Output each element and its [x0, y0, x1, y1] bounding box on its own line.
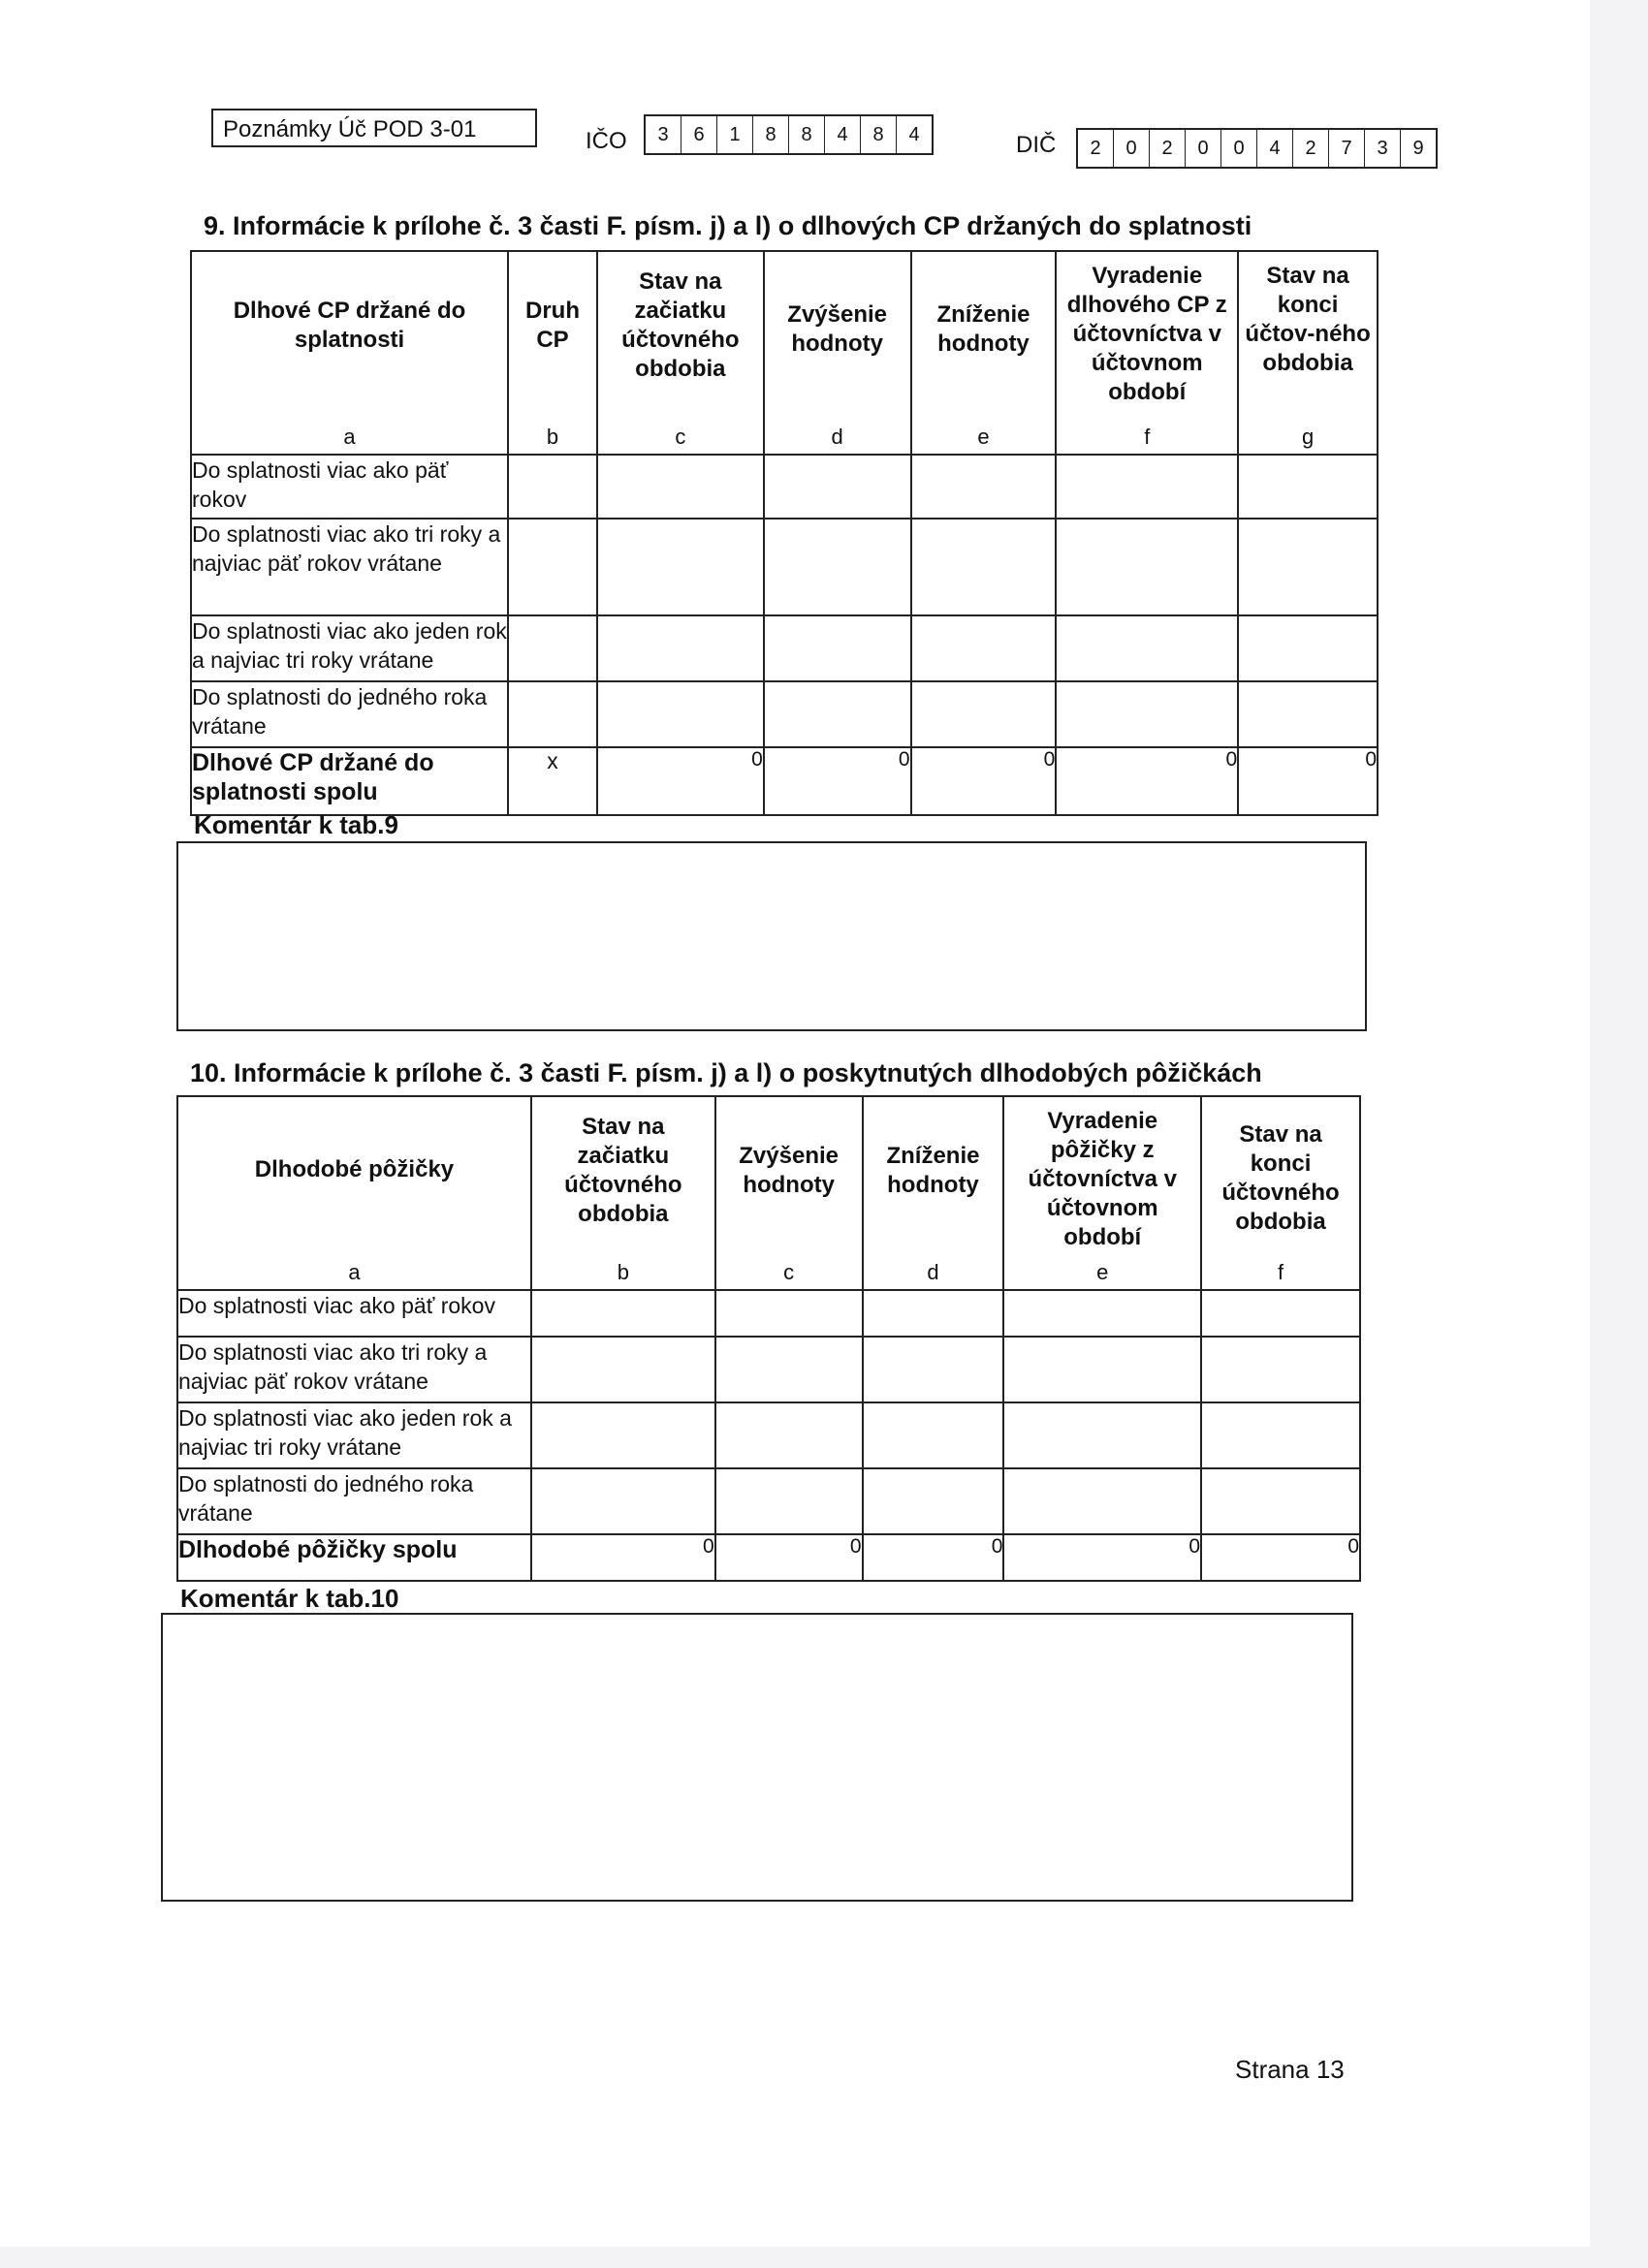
t9-row-label: Do splatnosti viac ako jeden rok a najviac tri roky vrátane — [191, 615, 508, 681]
dic-digit: 2 — [1150, 130, 1186, 167]
t10-cell[interactable] — [1003, 1290, 1201, 1337]
t9-cell[interactable] — [597, 455, 764, 519]
t10-total-value: 0 — [1003, 1534, 1201, 1581]
dic-digit: 4 — [1257, 130, 1293, 167]
t9-cell[interactable] — [508, 455, 597, 519]
t9-cell[interactable] — [1056, 455, 1238, 519]
t9-total-value: 0 — [911, 747, 1057, 815]
section-10-title: 10. Informácie k prílohe č. 3 časti F. písm. j) a l) o poskytnutých dlhodobých pôžičkách — [190, 1058, 1262, 1087]
t10-cell[interactable] — [531, 1468, 715, 1534]
comment-10-box[interactable] — [161, 1613, 1353, 1902]
t10-total-value: 0 — [1201, 1534, 1360, 1581]
t10-col-c: Zvýšenie hodnoty c — [715, 1096, 863, 1290]
t9-col-b: Druh CP b — [508, 251, 597, 455]
table-row — [191, 681, 1378, 747]
t9-cell[interactable] — [911, 681, 1057, 747]
dic-digit: 2 — [1293, 130, 1329, 167]
t10-cell[interactable] — [863, 1468, 1004, 1534]
ico-digit: 8 — [789, 116, 825, 153]
table-row — [177, 1337, 1360, 1402]
t9-cell[interactable] — [508, 615, 597, 681]
t10-cell[interactable] — [531, 1402, 715, 1468]
ico-digit: 4 — [908, 124, 920, 145]
t9-cell[interactable] — [1238, 455, 1378, 519]
table-total-row — [191, 747, 1378, 815]
t10-cell[interactable] — [1003, 1402, 1201, 1468]
comment-9-box[interactable] — [176, 841, 1367, 1031]
dic-digit: 0 — [1114, 130, 1150, 167]
table-row — [177, 1290, 1360, 1337]
table-9 — [190, 250, 1379, 816]
t9-total-druh: x — [508, 747, 597, 815]
t10-cell[interactable] — [863, 1290, 1004, 1337]
table-10 — [176, 1095, 1361, 1582]
table-row — [191, 615, 1378, 681]
t10-total-value: 0 — [531, 1534, 715, 1581]
t9-cell[interactable] — [1056, 519, 1238, 615]
comment-9-label: Komentár k tab.9 — [194, 810, 398, 839]
t10-total-value: 0 — [863, 1534, 1004, 1581]
dic-digits — [1076, 128, 1438, 169]
t9-total-value: 0 — [597, 747, 764, 815]
dic-digit: 9 — [1412, 138, 1424, 159]
ico-digit: 4 — [825, 116, 861, 153]
t9-total-label: Dlhové CP držané do splatnosti spolu — [191, 747, 508, 815]
page-number: Strana 13 — [1235, 2055, 1345, 2084]
t9-col-f: Vyradenie dlhového CP z účtovníctva v účtovnom období f — [1056, 251, 1238, 455]
t10-cell[interactable] — [1003, 1337, 1201, 1402]
t9-cell[interactable] — [764, 455, 911, 519]
t9-cell[interactable] — [764, 615, 911, 681]
table-9-header-row — [191, 251, 1378, 455]
ico-digits — [644, 114, 934, 155]
t10-cell[interactable] — [1201, 1337, 1360, 1402]
table-row — [177, 1468, 1360, 1534]
t10-col-d: Zníženie hodnoty d — [863, 1096, 1004, 1290]
ico-digit: 1 — [717, 116, 753, 153]
t10-cell[interactable] — [1201, 1468, 1360, 1534]
t9-row-label: Do splatnosti do jedného roka vrátane — [191, 681, 508, 747]
t9-cell[interactable] — [508, 681, 597, 747]
t10-row-label: Do splatnosti viac ako jeden rok a najviac tri roky vrátane — [177, 1402, 531, 1468]
t10-row-label: Do splatnosti viac ako tri roky a najviac päť rokov vrátane — [177, 1337, 531, 1402]
t9-cell[interactable] — [911, 519, 1057, 615]
t10-col-a: Dlhodobé pôžičky a — [177, 1096, 531, 1290]
t9-cell[interactable] — [1238, 681, 1378, 747]
t10-cell[interactable] — [1003, 1468, 1201, 1534]
dic-digit: 0 — [1221, 130, 1257, 167]
t9-row-label: Do splatnosti viac ako päť rokov — [191, 455, 508, 519]
ico-digit: 6 — [681, 116, 717, 153]
dic-label: DIČ — [1016, 132, 1057, 158]
t9-cell[interactable] — [764, 519, 911, 615]
dic-digit: 7 — [1329, 130, 1365, 167]
ico-digit: 8 — [861, 116, 897, 153]
form-code: Poznámky Úč POD 3-01 — [223, 116, 477, 142]
t10-row-label: Do splatnosti do jedného roka vrátane — [177, 1468, 531, 1534]
dic-digit: 2 — [1078, 130, 1114, 167]
t10-cell[interactable] — [715, 1290, 863, 1337]
t9-col-a: Dlhové CP držané do splatnosti a — [191, 251, 508, 455]
t9-cell[interactable] — [911, 455, 1057, 519]
t10-total-label: Dlhodobé pôžičky spolu — [177, 1534, 531, 1581]
table-row — [191, 519, 1378, 615]
t9-cell[interactable] — [764, 681, 911, 747]
ico-digit: 8 — [753, 116, 789, 153]
t10-cell[interactable] — [863, 1402, 1004, 1468]
ico-label: IČO — [586, 128, 627, 154]
t9-cell[interactable] — [911, 615, 1057, 681]
t9-cell[interactable] — [1056, 615, 1238, 681]
table-row — [177, 1402, 1360, 1468]
t10-cell[interactable] — [1201, 1290, 1360, 1337]
table-row — [191, 455, 1378, 519]
section-9-title: 9. Informácie k prílohe č. 3 časti F. písm. j) a l) o dlhových CP držaných do splatnosti — [204, 211, 1252, 240]
t9-col-e: Zníženie hodnoty e — [911, 251, 1057, 455]
t9-cell[interactable] — [1238, 615, 1378, 681]
ico-digit: 3 — [646, 116, 681, 153]
form-code-box — [211, 109, 537, 147]
t9-cell[interactable] — [597, 681, 764, 747]
t10-col-f: Stav na konci účtovného obdobia f — [1201, 1096, 1360, 1290]
t10-cell[interactable] — [531, 1337, 715, 1402]
comment-10-label: Komentár k tab.10 — [180, 1584, 399, 1613]
t10-cell[interactable] — [715, 1337, 863, 1402]
dic-digit: 0 — [1186, 130, 1221, 167]
t9-total-value: 0 — [1056, 747, 1238, 815]
t9-total-value: 0 — [1238, 747, 1378, 815]
table-10-header-row — [177, 1096, 1360, 1290]
t10-col-b: Stav na začiatku účtovného obdobia b — [531, 1096, 715, 1290]
t10-cell[interactable] — [715, 1468, 863, 1534]
t10-total-value: 0 — [715, 1534, 863, 1581]
t9-col-g: Stav na konci účtov-ného obdobia g — [1238, 251, 1378, 455]
t9-cell[interactable] — [1238, 519, 1378, 615]
t10-col-e: Vyradenie pôžičky z účtovníctva v účtovnom období e — [1003, 1096, 1201, 1290]
t10-row-label: Do splatnosti viac ako päť rokov — [177, 1290, 531, 1337]
t9-col-d: Zvýšenie hodnoty d — [764, 251, 911, 455]
dic-digit: 3 — [1365, 130, 1401, 167]
scan-edge — [1590, 0, 1648, 2268]
t10-cell[interactable] — [715, 1402, 863, 1468]
t9-total-value: 0 — [764, 747, 911, 815]
t9-cell[interactable] — [508, 519, 597, 615]
t9-row-label: Do splatnosti viac ako tri roky a najviac päť rokov vrátane — [191, 519, 508, 615]
t9-cell[interactable] — [1056, 681, 1238, 747]
t9-cell[interactable] — [597, 615, 764, 681]
t10-cell[interactable] — [531, 1290, 715, 1337]
t9-col-c: Stav na začiatku účtovného obdobia c — [597, 251, 764, 455]
t10-cell[interactable] — [863, 1337, 1004, 1402]
t10-cell[interactable] — [1201, 1402, 1360, 1468]
t9-cell[interactable] — [597, 519, 764, 615]
scan-bottom-edge — [0, 2247, 1648, 2268]
table-total-row — [177, 1534, 1360, 1581]
